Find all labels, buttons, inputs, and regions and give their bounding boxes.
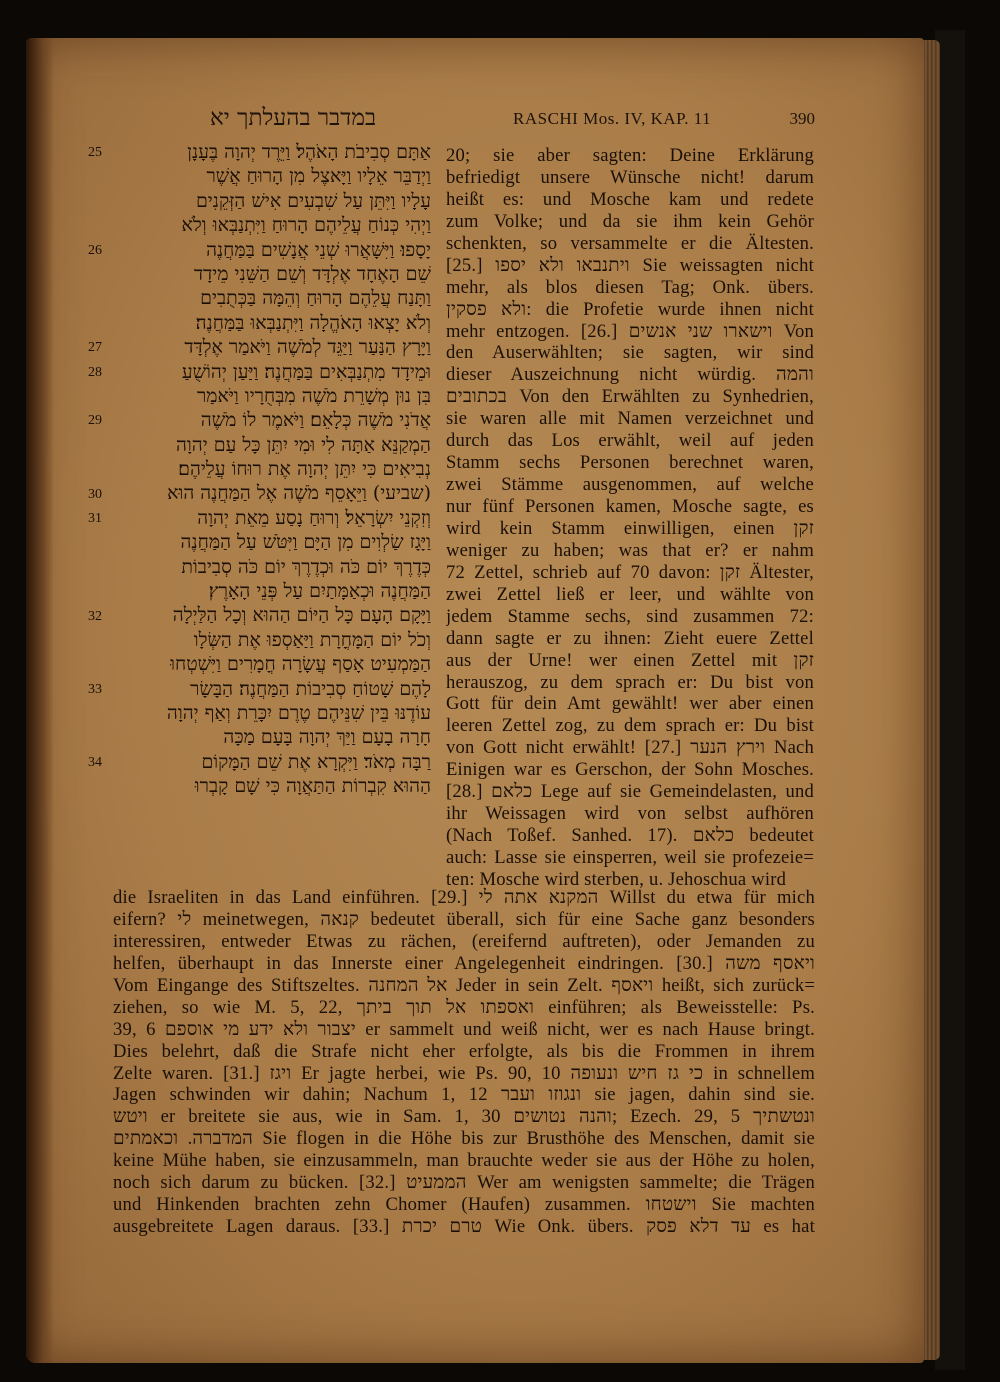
hebrew-line: (שביעי) וַיֵּאָסֵף מֹשֶׁה אֶל הַמַּחֲנֶה הוּא <box>167 482 431 505</box>
commentary-line: Stamm sechs Personen berechnet waren, <box>446 452 814 474</box>
commentary-line: Gott für dein Amt gewählt! wer aber einen <box>446 693 814 715</box>
verse-number: 30 <box>88 486 102 502</box>
hebrew-line: עָלָיו וַיִּתֵּן עַל שִׁבְעִים אִישׁ הַזְּקֵנִים <box>195 189 431 212</box>
hebrew-line: נְבִיאִים כִּי יִתֵּן יְהוָה אֶת רוּחוֹ עֲלֵיהֶם׃ <box>178 458 431 481</box>
hebrew-line: אֲדֹנִי מֹשֶׁה כְּלָאֵם׃ וַיֹּאמֶר לוֹ מֹשֶׁה <box>200 409 431 432</box>
book-spine-shadow <box>26 38 54 1363</box>
hebrew-line: אַתָּם סְבִיבֹת הָאֹהֶל׃ וַיֵּרֶד יְהוָה בֶּעָנָן <box>187 141 431 163</box>
commentary-line: nur fünf Personen kamen, Mosche sagte, es <box>446 496 814 517</box>
commentary-line: jedem Stamme sechs, sind zusammen 72: <box>446 605 814 627</box>
commentary-line: dieser Auszeichnung nicht würdig. והמה <box>446 364 814 386</box>
commentary-line: [25.] ויתנבאו ולא יספו Sie weissagten nicht <box>446 254 814 276</box>
verse-number: 25 <box>88 145 102 160</box>
commentary-line: leeren Zettel zog, zu dem sprach er: Du bist <box>446 715 814 737</box>
verse-number: 26 <box>88 242 102 258</box>
commentary-line: zwei Zettel ließ er leer, und wählte von <box>446 583 814 605</box>
verse-number: 27 <box>88 340 102 356</box>
commentary-line: Einigen war es Gerschon, der Sohn Mosches. <box>446 759 814 781</box>
commentary-line: eifern? לי meinetwegen, קנאה bedeutet überall, sich für eine Sache ganz besonders <box>113 908 815 930</box>
commentary-line: den Auserwählten; sie sagten, wir sind <box>446 342 814 364</box>
commentary-line: בכתובים Von den Erwählten zu Synhedrien, <box>446 386 814 408</box>
commentary-line: 72 Zettel, schrieb auf 70 davon: זקן Ältester, <box>446 561 814 583</box>
hebrew-line: וַיְהִי כְּנוֹחַ עֲלֵיהֶם הָרוּחַ וַיִּתְנַבְּאוּ וְלֹא <box>181 214 431 237</box>
commentary-line: befriedigt unsere Wünsche nicht! darum <box>446 166 814 188</box>
commentary-line: durch das Los erwählt, weil auf jeden <box>446 430 814 452</box>
commentary-line: Dies belehrt, daß die Strafe nicht eher erfolgte, als bis die Frommen in ihrem <box>113 1040 815 1062</box>
hebrew-line: בִּן נוּן מְשָׁרֵת מֹשֶׁה מִבְּחֻרָיו וַיֹּאמַר <box>196 384 431 407</box>
commentary-line: 39, 6 יצבור ולא ידע מי אוספם er sammelt und weiß nicht, wer es nach Hause bringt. <box>113 1018 815 1040</box>
commentary-line: [28.] כלאם Lege auf sie Gemeindelasten, und <box>446 781 814 803</box>
hebrew-line: וְלֹא יָצְאוּ הָאֹהֱלָה וַיִּתְנַבְּאוּ בַּמַּחֲנֶה׃ <box>195 311 431 334</box>
commentary-line: die Israeliten in das Land einführen. [29.] המקנא אתה לי Willst du etwa für mich <box>113 887 815 908</box>
verse-number: 33 <box>88 681 102 697</box>
hebrew-line: וְכֹל יוֹם הַמָּחֳרָת וַיַּאַסְפוּ אֶת הַשְּׂלָו <box>193 628 431 651</box>
verse-number: 28 <box>88 364 102 380</box>
hebrew-line: וַיָּגָז שַׂלְוִים מִן הַיָּם וַיִּטֹּשׁ עַל הַמַּחֲנֶה <box>180 531 431 554</box>
hebrew-line: עוֹדֶנּוּ בֵּין שִׁנֵּיהֶם טֶרֶם יִכָּרֵת וְאַף יְהוָה <box>166 701 431 724</box>
hebrew-line: רַבָּה מְאֹד׃ וַיִּקְרָא אֶת שֵׁם הַמָּקוֹם <box>201 750 431 773</box>
commentary-line: ziehen, so wie M. 5, 22, ואספתו אל תוך ביתך einführen; als Beweisstelle: Ps. <box>113 996 815 1018</box>
commentary-line: Jagen schwinden wir dahin; Nachum 1, 12 ונגוזו ועבר sie jagen, dahin sind sie. <box>113 1084 815 1106</box>
hebrew-line: חָרָה בָעָם וַיַּךְ יְהוָה בָּעָם מַכָּה <box>223 726 431 749</box>
commentary-line: sie waren alle mit Namen verzeichnet und <box>446 408 814 430</box>
hebrew-line: לָהֶם שָׁטוֹחַ סְבִיבוֹת הַמַּחֲנֶה׃ הַבָּשָׂר <box>190 677 431 700</box>
commentary-line: ויטש er breitete sie aus, wie in Sam. 1, 30 והנה נטושים; Ezech. 29, 5 ונטשתיך <box>113 1106 815 1128</box>
hebrew-line: שֵׁם הָאֶחָד אֶלְדָּד וְשֵׁם הַשֵּׁנִי מֵידָד <box>193 262 431 285</box>
commentary-line: ihr Weissagen wird von selbst aufhören <box>446 803 814 825</box>
commentary-line: zum Volke; und da sie ihm kein Gehör <box>446 210 814 232</box>
page-number: 390 <box>789 109 815 128</box>
hebrew-line: כְּדֶרֶךְ יוֹם כֹּה וּכְדֶרֶךְ יוֹם כֹּה סְבִיבוֹת <box>181 555 431 578</box>
commentary-line: mehr, als blos diesen Tag; Onk. übers. <box>446 276 814 298</box>
commentary-line: ten: Mosche wird sterben, u. Jehoschua wird <box>446 868 787 890</box>
hebrew-line: וַיָּרָץ הַנַּעַר וַיַּגֵּד לְמֹשֶׁה וַיֹּאמַר אֶלְדָּד <box>184 336 431 359</box>
commentary-line: interessiren, entweder Etwas zu rächen, (ereifernd auftreten), oder Jemanden zu <box>113 930 815 952</box>
commentary-line: herauszog, zu dem sprach er: Du bist von <box>446 671 814 693</box>
commentary-line: mehr entzogen. [26.] וישארו שני אנשים Von <box>446 320 814 342</box>
hebrew-line: וַיְדַבֵּר אֵלָיו וַיָּאצֶל מִן הָרוּחַ אֲשֶׁר <box>206 165 431 188</box>
commentary-bottom-block <box>113 887 815 1238</box>
commentary-line: weniger zu haben; was that er? er nahm <box>446 539 814 561</box>
verse-number: 29 <box>88 413 102 429</box>
commentary-line: zwei Stämme ausgenommen, auf welche <box>446 474 814 496</box>
running-head <box>40 105 830 135</box>
hebrew-line: וַתָּנַח עֲלֵהֶם הָרוּחַ וְהֵמָּה בַּכְּתֻבִים <box>200 287 431 310</box>
verse-number: 34 <box>88 755 102 770</box>
hebrew-line: וּמֵידָד מִתְנַבְּאִים בַּמַּחֲנֶה׃ וַיַּעַן יְהוֹשֻׁעַ <box>181 360 431 383</box>
commentary-line: dann sagte er zu ihnen: Zieht euere Zettel <box>446 627 814 649</box>
hebrew-line: הַמַּמְעִיט אָסַף עֲשָׂרָה חֳמָרִים וַיִּשְׁטְחוּ <box>170 653 431 676</box>
hebrew-line: יָסָפוּ׃ וַיִּשָּׁאֲרוּ שְׁנֵי אֲנָשִׁים בַּמַּחֲנֶה <box>206 238 431 261</box>
commentary-line: wird kein Stamm einwilligen, einen זקן <box>446 517 814 539</box>
commentary-line: aus der Urne! wer einen Zettel mit זקן <box>446 649 814 671</box>
hebrew-line: וַיָּקָם הָעָם כָּל הַיּוֹם הַהוּא וְכָל הַלַּיְלָה <box>172 604 431 627</box>
commentary-column <box>446 145 814 891</box>
commentary-line: noch sich darum zu bücken. [32.] הממעיט Wer am wenigsten sammelte; die Trägen <box>113 1172 815 1194</box>
hebrew-line: הַהוּא קִבְרוֹת הַתַּאֲוָה כִּי שָׁם קָבְרוּ <box>194 775 431 798</box>
commentary-line: helfen, überhaupt in das Innerste einer Angelegenheit eindringen. [30.] ויאסף משה <box>113 952 815 974</box>
commentary-line: von Gott nicht erwählt! [27.] וירץ הנער Nach <box>446 737 814 759</box>
hebrew-line: וְזִקְנֵי יִשְׂרָאֵל׃ וְרוּחַ נָסַע מֵאֵת יְהוָה <box>197 506 431 529</box>
commentary-line: schenkten, so versammelte er die Ältesten. <box>446 232 814 254</box>
commentary-line: המדברה. וכאמתים Sie flogen in die Höhe bis zur Brusthöhe des Menschen, damit sie <box>113 1128 815 1150</box>
running-head-title: RASCHI Mos. IV, KAP. 11 <box>513 109 712 128</box>
hebrew-line: הַמְקַנֵּא אַתָּה לִי וּמִי יִתֵּן כָּל עַם יְהוָה <box>175 433 431 456</box>
commentary-line: auch: Lasse sie einsperren, weil sie profezeie= <box>446 847 814 868</box>
commentary-line: (Nach Toßef. Sanhed. 17). כלאם bedeutet <box>446 825 814 847</box>
running-head-hebrew: במדבר בהעלתך יא <box>210 105 377 131</box>
hebrew-text-column <box>86 140 431 799</box>
hebrew-line: הַמַּחֲנֶה וּכְאַמָּתַיִם עַל פְּנֵי הָאָרֶץ׃ <box>208 580 431 603</box>
verse-number: 32 <box>88 608 102 624</box>
verse-number: 31 <box>88 511 102 526</box>
commentary-line: Zelte waren. [31.] ויגז Er jagte herbei, wie Ps. 90, 10 כי גז חיש ונעופה in schnellem <box>113 1062 815 1084</box>
commentary-line: und Hinkenden brachten zehn Chomer (Haufen) zusammen. וישטחו Sie machten <box>113 1194 815 1216</box>
commentary-line: 20; sie aber sagten: Deine Erklärung <box>446 145 814 166</box>
commentary-line: Vom Eingange des Stiftszeltes. אל המחנה Jeder in sein Zelt. ויאסף heißt, sich zurück= <box>113 974 815 996</box>
commentary-line: heißt es: und Mosche kam und redete <box>446 188 814 210</box>
commentary-line: ausgebreitete Lagen daraus. [33.] טרם יכרת Wie Onk. übers. עד דלא פסק es hat <box>113 1216 815 1238</box>
commentary-line: keine Mühe haben, sie einzusammeln, man brauchte weder sie aus der Höhe zu holen, <box>113 1150 815 1172</box>
commentary-line: ולא פסקין: die Profetie wurde ihnen nicht <box>446 298 814 320</box>
